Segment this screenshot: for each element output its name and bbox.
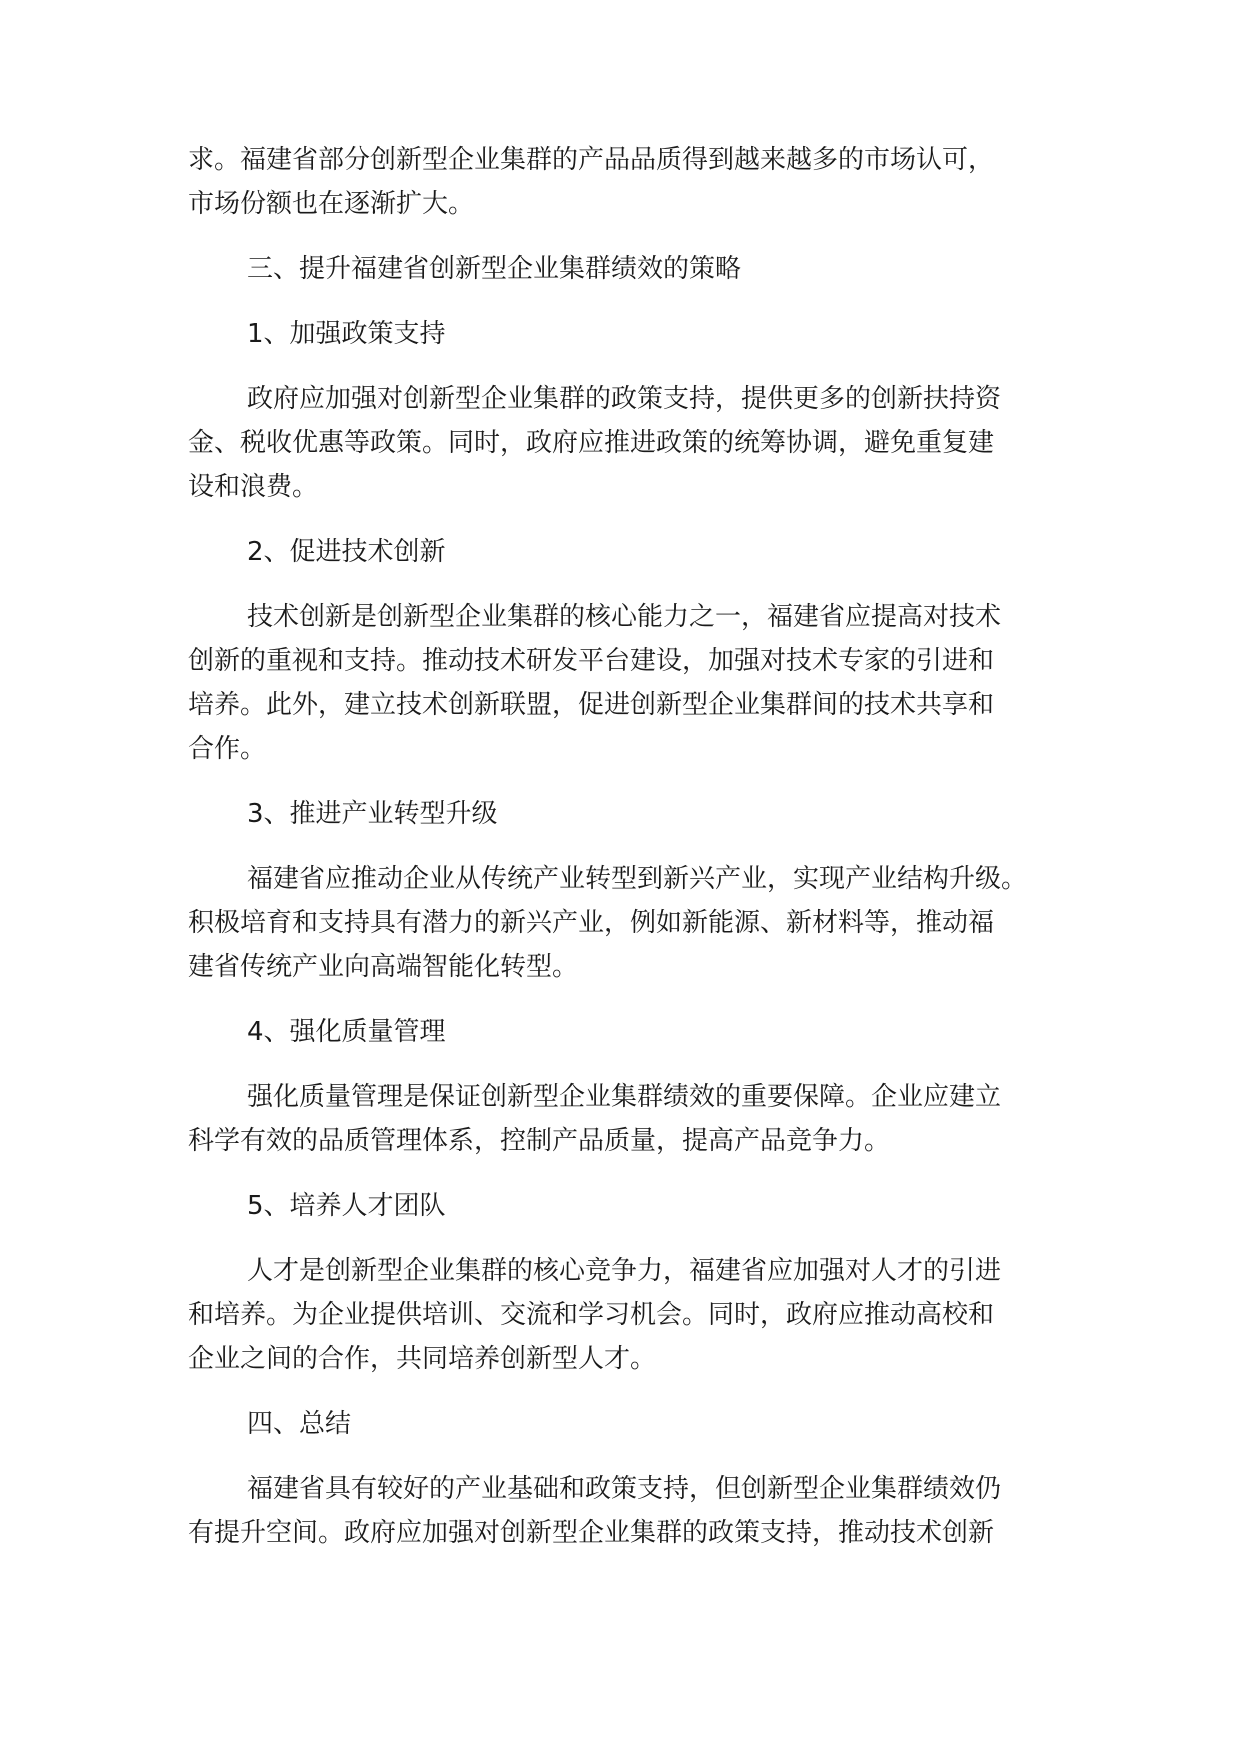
heading-line: 三、提升福建省创新型企业集群绩效的策略 xyxy=(247,254,742,284)
section-heading xyxy=(188,247,1058,291)
paragraph xyxy=(188,1467,1058,1555)
subsection-heading xyxy=(188,312,1058,356)
heading-line: 四、总结 xyxy=(247,1409,352,1439)
text-line: 市场份额也在逐渐扩大。 xyxy=(188,189,475,219)
text-line: 企业之间的合作，共同培养创新型人才。 xyxy=(188,1344,657,1374)
paragraph xyxy=(188,377,1058,509)
text-line: 建省传统产业向高端智能化转型。 xyxy=(188,952,579,982)
text-line: 培养。此外，建立技术创新联盟，促进创新型企业集群间的技术共享和 xyxy=(188,690,995,720)
text-line: 强化质量管理是保证创新型企业集群绩效的重要保障。企业应建立 xyxy=(247,1082,1002,1112)
subsection-heading xyxy=(188,792,1058,836)
paragraph-continuation xyxy=(188,138,1058,226)
heading-line: 2、促进技术创新 xyxy=(247,537,446,567)
heading-line: 1、加强政策支持 xyxy=(247,319,446,349)
paragraph xyxy=(188,1075,1058,1163)
document-body xyxy=(188,138,1058,1576)
text-line: 合作。 xyxy=(188,734,267,764)
paragraph xyxy=(188,857,1058,989)
heading-line: 5、培养人才团队 xyxy=(247,1191,446,1221)
paragraph xyxy=(188,1249,1058,1381)
text-line: 有提升空间。政府应加强对创新型企业集群的政策支持，推动技术创新 xyxy=(188,1518,995,1548)
text-line: 和培养。为企业提供培训、交流和学习机会。同时，政府应推动高校和 xyxy=(188,1300,995,1330)
text-line: 设和浪费。 xyxy=(188,472,319,502)
subsection-heading xyxy=(188,1010,1058,1054)
text-line: 技术创新是创新型企业集群的核心能力之一，福建省应提高对技术 xyxy=(247,602,1002,632)
text-line: 创新的重视和支持。推动技术研发平台建设，加强对技术专家的引进和 xyxy=(188,646,995,676)
text-line: 科学有效的品质管理体系，控制产品质量，提高产品竞争力。 xyxy=(188,1126,891,1156)
subsection-heading xyxy=(188,530,1058,574)
text-line: 求。福建省部分创新型企业集群的产品品质得到越来越多的市场认可， xyxy=(188,145,995,175)
section-heading xyxy=(188,1402,1058,1446)
text-line: 金、税收优惠等政策。同时，政府应推进政策的统筹协调，避免重复建 xyxy=(188,428,995,458)
text-line: 积极培育和支持具有潜力的新兴产业，例如新能源、新材料等，推动福 xyxy=(188,908,995,938)
text-line: 政府应加强对创新型企业集群的政策支持，提供更多的创新扶持资 xyxy=(247,384,1002,414)
text-line: 人才是创新型企业集群的核心竞争力，福建省应加强对人才的引进 xyxy=(247,1256,1002,1286)
paragraph xyxy=(188,595,1058,771)
heading-line: 4、强化质量管理 xyxy=(247,1017,446,1047)
subsection-heading xyxy=(188,1184,1058,1228)
text-line: 福建省应推动企业从传统产业转型到新兴产业，实现产业结构升级。 xyxy=(247,864,1028,894)
heading-line: 3、推进产业转型升级 xyxy=(247,799,498,829)
text-line: 福建省具有较好的产业基础和政策支持，但创新型企业集群绩效仍 xyxy=(247,1474,1002,1504)
